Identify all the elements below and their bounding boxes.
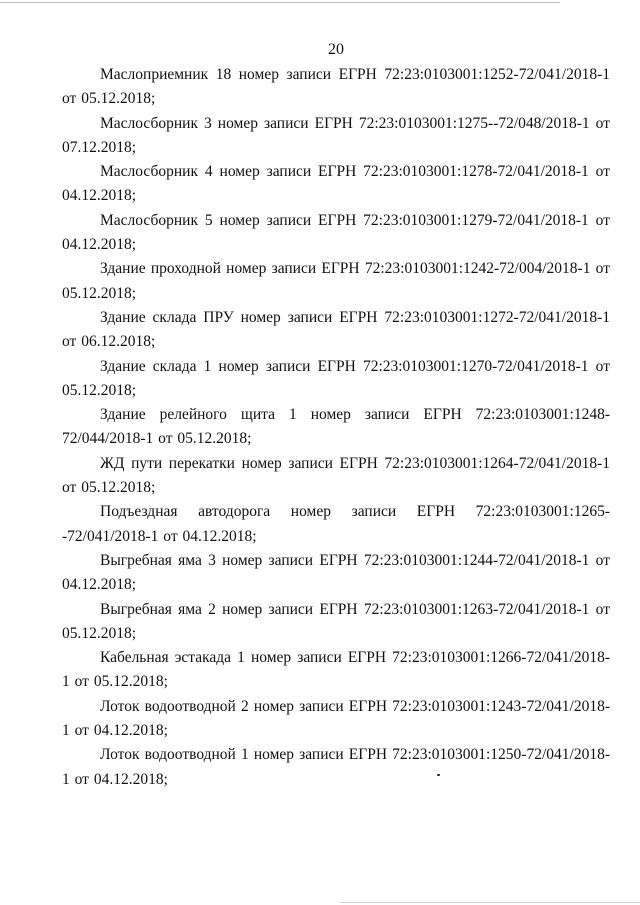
bottom-scan-rule <box>340 902 640 903</box>
registry-entry: Кабельная эстакада 1 номер записи ЕГРН 72:23:0103001:1266-72/041/2018-1 от 05.12.2018; <box>62 649 610 691</box>
registry-entry: Лоток водоотводной 1 номер записи ЕГРН 72:23:0103001:1250-72/041/2018-1 от 04.12.2018; <box>62 746 610 788</box>
registry-entry: Здание релейного щита 1 номер записи ЕГРН 72:23:0103001:1248-72/044/2018-1 от 05.12.2018; <box>62 406 610 448</box>
top-scan-rule <box>0 2 560 3</box>
registry-entry: Маслосборник 4 номер записи ЕГРН 72:23:0103001:1278-72/041/2018-1 от 04.12.2018; <box>62 163 610 205</box>
registry-entry: Выгребная яма 3 номер записи ЕГРН 72:23:0103001:1244-72/041/2018-1 от 04.12.2018; <box>62 551 610 594</box>
scan-speck <box>437 774 440 776</box>
registry-entry: Здание склада ПРУ номер записи ЕГРН 72:23:0103001:1272-72/041/2018-1 от 06.12.2018; <box>62 308 610 351</box>
registry-entry: Выгребная яма 2 номер записи ЕГРН 72:23:0103001:1263-72/041/2018-1 от 05.12.2018; <box>62 600 610 642</box>
registry-entry: Маслосборник 5 номер записи ЕГРН 72:23:0103001:1279-72/041/2018-1 от 04.12.2018; <box>62 211 610 254</box>
registry-entry: Здание склада 1 номер записи ЕГРН 72:23:0103001:1270-72/041/2018-1 от 05.12.2018; <box>62 357 610 399</box>
registry-entry: Маслоприемник 18 номер записи ЕГРН 72:23:0103001:1252-72/041/2018-1 от 05.12.2018; <box>62 66 610 108</box>
registry-entry: Здание проходной номер записи ЕГРН 72:23:0103001:1242-72/004/2018-1 от 05.12.2018; <box>62 260 610 302</box>
registry-entry-list <box>62 63 610 792</box>
registry-entry: Лоток водоотводной 2 номер записи ЕГРН 72:23:0103001:1243-72/041/2018-1 от 04.12.2018; <box>62 697 610 740</box>
registry-entry: ЖД пути перекатки номер записи ЕГРН 72:23:0103001:1264-72/041/2018-1 от 05.12.2018; <box>62 454 610 497</box>
page-number: 20 <box>328 41 344 58</box>
registry-entry: Подъездная автодорога номер записи ЕГРН 72:23:0103001:1265--72/041/2018-1 от 04.12.2018; <box>62 503 610 545</box>
document-page <box>62 40 610 792</box>
registry-entry: Маслосборник 3 номер записи ЕГРН 72:23:0103001:1275--72/048/2018-1 от 07.12.2018; <box>62 114 610 156</box>
